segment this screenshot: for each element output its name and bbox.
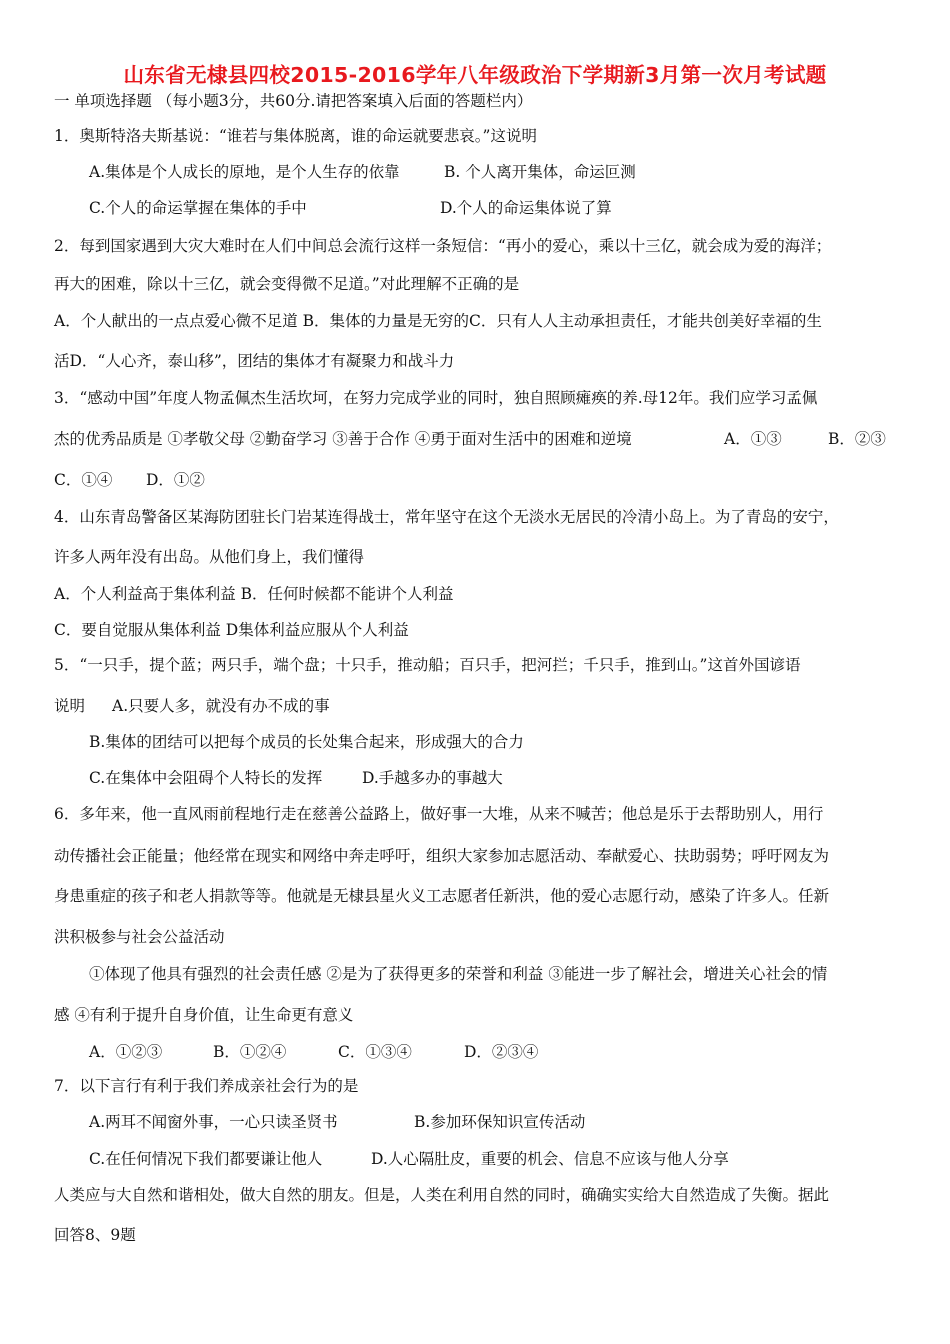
q5-line-1: 5．“一只手，提个蓝；两只手，端个盘；十只手，推动船；百只手，把河拦；千只手，推到山。”这首外国谚语 (54, 656, 801, 674)
section-heading: 一 单项选择题 （每小题3分，共60分.请把答案填入后面的答题栏内） (54, 92, 533, 110)
q2-line-4: 活D．“人心齐，泰山移”，团结的集体才有凝聚力和战斗力 (54, 352, 455, 370)
q1-option-a: A.集体是个人成长的原地，是个人生存的依靠 (89, 163, 400, 181)
q3-line-1: 3．“感动中国”年度人物孟佩杰生活坎坷，在努力完成学业的同时，独自照顾瘫痪的养.母12年。我们应学习孟佩 (54, 389, 818, 407)
q5-option-d: D.手越多办的事越大 (362, 769, 503, 787)
q2-line-1: 2．每到国家遇到大灾大难时在人们中间总会流行这样一条短信：“再小的爱心，乘以十三亿，就会成为爱的海洋； (54, 237, 832, 255)
q6-option-b: B．①②④ (213, 1043, 287, 1061)
q3-option-c: C．①④ (54, 471, 113, 489)
q7-option-d: D.人心隔肚皮，重要的机会、信息不应该与他人分享 (371, 1150, 729, 1168)
q5-option-b: B.集体的团结可以把每个成员的长处集合起来，形成强大的合力 (89, 733, 524, 751)
q5-option-a: A.只要人多，就没有办不成的事 (112, 697, 330, 715)
q3-option-d: D．①② (146, 471, 205, 489)
q6-line-2: 动传播社会正能量；他经常在现实和网络中奔走呼吁，组织大家参加志愿活动、奉献爱心、扶助弱势；呼吁网友为 (54, 847, 830, 865)
passage-8-9-line-2: 回答8、9题 (54, 1226, 136, 1244)
passage-8-9-line-1: 人类应与大自然和谐相处，做大自然的朋友。但是，人类在利用自然的同时，确确实实给大自然造成了失衡。据此 (54, 1186, 830, 1204)
q3-option-a: A．①③ (724, 430, 782, 448)
q7-option-a: A.两耳不闻窗外事，一心只读圣贤书 (89, 1113, 338, 1131)
q6-option-a: A．①②③ (89, 1043, 163, 1061)
q4-line-1: 4．山东青岛警备区某海防团驻长门岩某连得战士，常年坚守在这个无淡水无居民的冷清小岛上。为了青岛的安宁， (54, 508, 839, 526)
q4-line-2: 许多人两年没有出岛。从他们身上，我们懂得 (54, 548, 365, 566)
q1-option-b: B. 个人离开集体，命运叵测 (444, 163, 636, 181)
q1-option-d: D.个人的命运集体说了算 (440, 199, 612, 217)
q6-line-5: ①体现了他具有强烈的社会责任感 ②是为了获得更多的荣誉和利益 ③能进一步了解社会，增进关心社会的情 (89, 965, 828, 983)
q7-option-c: C.在任何情况下我们都要谦让他人 (89, 1150, 323, 1168)
q3-line-2: 杰的优秀品质是 ①孝敬父母 ②勤奋学习 ③善于合作 ④勇于面对生活中的困难和逆境 (54, 430, 632, 448)
page-title: 山东省无棣县四校2015-2016学年八年级政治下学期新3月第一次月考试题 (123, 63, 827, 87)
q6-line-1: 6．多年来，他一直风雨前程地行走在慈善公益路上，做好事一大堆，从来不喊苦；他总是乐于去帮助别人，用行 (54, 805, 824, 823)
q6-option-c: C．①③④ (338, 1043, 412, 1061)
q2-line-2: 再大的困难，除以十三亿，就会变得微不足道。”对此理解不正确的是 (54, 275, 520, 293)
q5-line-2-prefix: 说明 (54, 697, 86, 715)
q4-options-cd: C．要自觉服从集体利益 D集体利益应服从个人利益 (54, 621, 409, 639)
q7-stem: 7．以下言行有利于我们养成亲社会行为的是 (54, 1077, 359, 1095)
q5-option-c: C.在集体中会阻碍个人特长的发挥 (89, 769, 323, 787)
q7-option-b: B.参加环保知识宣传活动 (414, 1113, 586, 1131)
q4-options-ab: A．个人利益高于集体利益 B．任何时候都不能讲个人利益 (54, 585, 454, 603)
q1-stem: 1．奥斯特洛夫斯基说：“谁若与集体脱离，谁的命运就要悲哀。”这说明 (54, 127, 537, 145)
q3-option-b: B．②③ (828, 430, 886, 448)
q1-option-c: C.个人的命运掌握在集体的手中 (89, 199, 307, 217)
q6-option-d: D．②③④ (464, 1043, 539, 1061)
q6-line-6: 感 ④有利于提升自身价值，让生命更有意义 (54, 1006, 354, 1024)
q6-line-4: 洪积极参与社会公益活动 (54, 928, 225, 946)
q6-line-3: 身患重症的孩子和老人捐款等等。他就是无棣县星火义工志愿者任新洪，他的爱心志愿行动，感染了许多人。任新 (54, 887, 830, 905)
q2-line-3: A．个人献出的一点点爱心微不足道 B．集体的力量是无穷的C．只有人人主动承担责任，才能共创美好幸福的生 (54, 312, 822, 330)
